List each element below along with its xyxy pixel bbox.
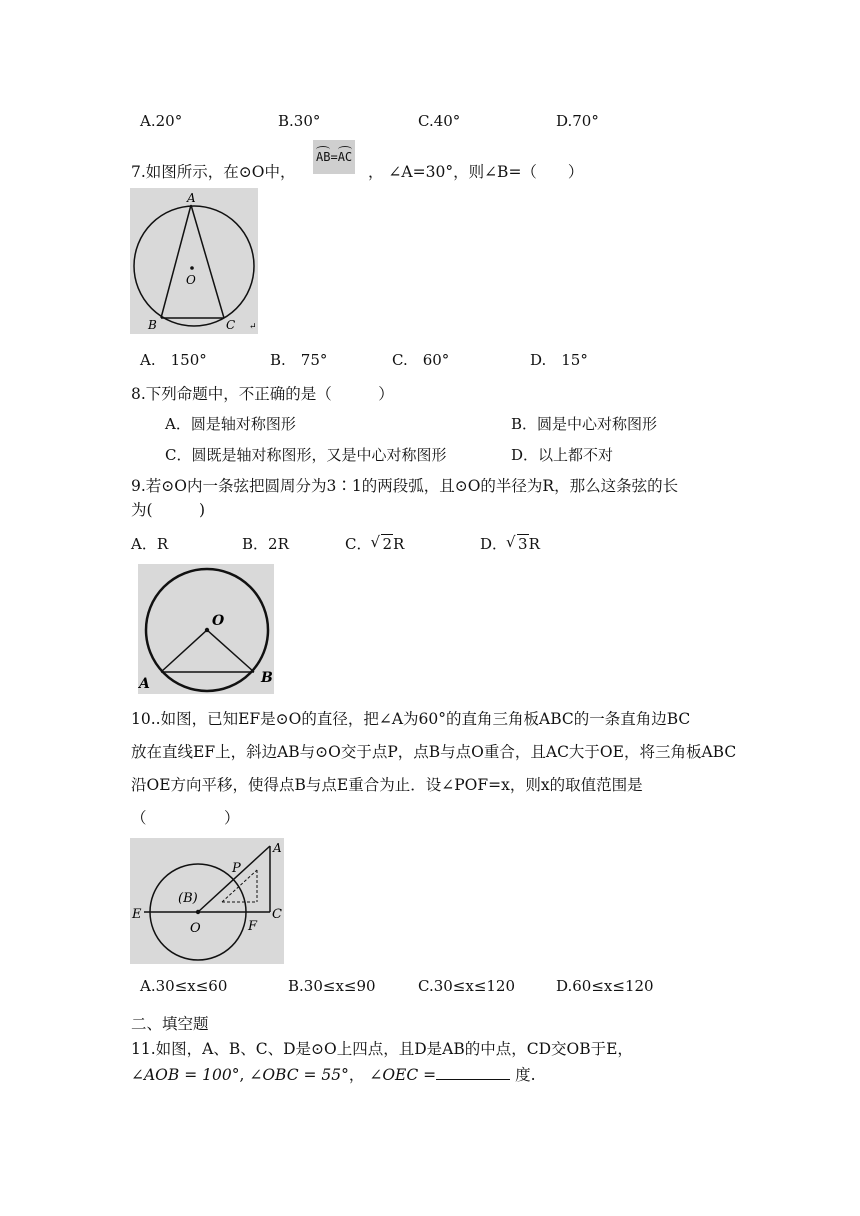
q8-stem: 8.下列命题中，不正确的是（ ） <box>131 385 394 403</box>
q10-stem-line1: 10..如图，已知EF是⊙O的直径，把∠A为60°的直角三角板ABC的一条直角边BC <box>131 710 691 728</box>
q6-option-d: D.70° <box>556 112 599 130</box>
q9-stem-line1: 9.若⊙O内一条弦把圆周分为3∶1的两段弧，且⊙O的半径为R，那么这条弦的长 <box>131 477 679 495</box>
q6-option-c: C.40° <box>418 112 461 130</box>
q10-option-b: B.30≤x≤90 <box>288 977 376 995</box>
q7-label-c: C <box>226 318 236 332</box>
q7-segment-ac <box>191 205 224 318</box>
q9-option-d-radicand: 3 <box>518 535 528 553</box>
arc-ac: AC <box>338 140 352 174</box>
q10-option-a: A.30≤x≤60 <box>140 977 228 995</box>
q7-label-o: O <box>186 273 196 287</box>
q10-label-o: O <box>190 921 201 936</box>
q10-option-c: C.30≤x≤120 <box>418 977 516 995</box>
q7-option-b: B. 75° <box>270 351 328 369</box>
q7-center-dot <box>190 266 194 270</box>
q9-figure-svg <box>138 564 274 694</box>
q9-radius-ob <box>207 630 254 672</box>
q10-label-f: F <box>248 919 258 934</box>
q11-answer-blank[interactable] <box>436 1065 510 1080</box>
q7-stem-suffix: ， ∠A=30°，则∠B=（ ） <box>368 163 584 181</box>
q10-label-b: (B) <box>178 891 198 906</box>
q7-label-a: A <box>187 191 196 205</box>
q7-arc-equation <box>313 140 355 174</box>
q7-segment-ab <box>161 205 191 318</box>
q10-stem-line2: 放在直线EF上，斜边AB与⊙O交于点P，点B与点O重合，且AC大于OE，将三角板ABC <box>131 743 737 761</box>
q7-option-d: D. 15° <box>530 351 588 369</box>
q11-formula-line: ∠AOB = 100°, ∠OBC = 55°， ∠OEC = 度. <box>131 1066 536 1084</box>
q11-stem-line1: 11.如图，A、B、C、D是⊙O上四点，且D是AB的中点，CD交OB于E， <box>131 1040 633 1058</box>
q7-figure-svg <box>130 188 258 334</box>
q9-option-b: B．2R <box>242 535 289 553</box>
q11-angle-aob: ∠AOB = 100° <box>131 1066 240 1084</box>
q9-center-dot <box>205 628 209 632</box>
q7-return-mark: ↵ <box>249 322 257 332</box>
q8-option-c: C．圆既是轴对称图形，又是中心对称图形 <box>165 446 447 464</box>
q10-label-p: P <box>232 861 241 876</box>
q9-option-c <box>345 533 404 554</box>
section-heading-fill-in: 二、填空题 <box>131 1015 209 1033</box>
q10-option-d: D.60≤x≤120 <box>556 977 654 995</box>
q9-option-a: A．R <box>131 535 169 553</box>
q7-option-a: A. 150° <box>140 351 207 369</box>
q7-label-b: B <box>148 318 157 332</box>
q11-angle-oec: ∠OEC = <box>369 1066 437 1084</box>
q11-angle-obc: ∠OBC = 55° <box>249 1066 349 1084</box>
q11-unit: 度. <box>515 1066 536 1084</box>
q10-figure-svg <box>130 838 284 964</box>
q7-circle <box>134 206 254 326</box>
q9-stem-line2: 为( ) <box>131 501 206 519</box>
q10-label-e: E <box>132 907 142 922</box>
q8-option-a: A．圆是轴对称图形 <box>165 415 296 433</box>
q8-option-b: B．圆是中心对称图形 <box>511 415 658 433</box>
arc-equal-sign: = <box>330 150 338 164</box>
q7-figure <box>130 188 258 334</box>
q9-option-c-label: C． <box>345 535 372 553</box>
q10-figure <box>130 838 284 964</box>
q9-option-d <box>480 533 540 554</box>
q9-label-b: B <box>261 670 273 686</box>
q9-option-c-tail: R <box>393 535 405 553</box>
q9-option-d-tail: R <box>528 535 540 553</box>
q8-option-d: D．以上都不对 <box>511 446 614 464</box>
q6-option-b: B.30° <box>278 112 321 130</box>
q9-option-d-label: D． <box>480 535 508 553</box>
q10-stem-line4: （ ） <box>131 809 240 827</box>
q7-stem-prefix: 7.如图所示，在⊙O中， <box>131 163 296 181</box>
q7-option-c: C. 60° <box>392 351 450 369</box>
arc-ab: AB <box>316 140 330 174</box>
q9-label-a: A <box>139 676 150 692</box>
q9-label-o: O <box>212 613 225 629</box>
q6-option-a: A.20° <box>140 112 183 130</box>
q9-figure <box>138 564 274 694</box>
q9-radius-oa <box>161 630 207 672</box>
q10-center-dot <box>196 910 200 914</box>
q9-option-c-radicand: 2 <box>382 535 393 553</box>
q10-label-c: C <box>272 907 282 922</box>
q10-label-a: A <box>273 841 282 855</box>
q10-stem-line3: 沿OE方向平移，使得点B与点E重合为止．设∠POF=x，则x的取值范围是 <box>131 776 643 794</box>
